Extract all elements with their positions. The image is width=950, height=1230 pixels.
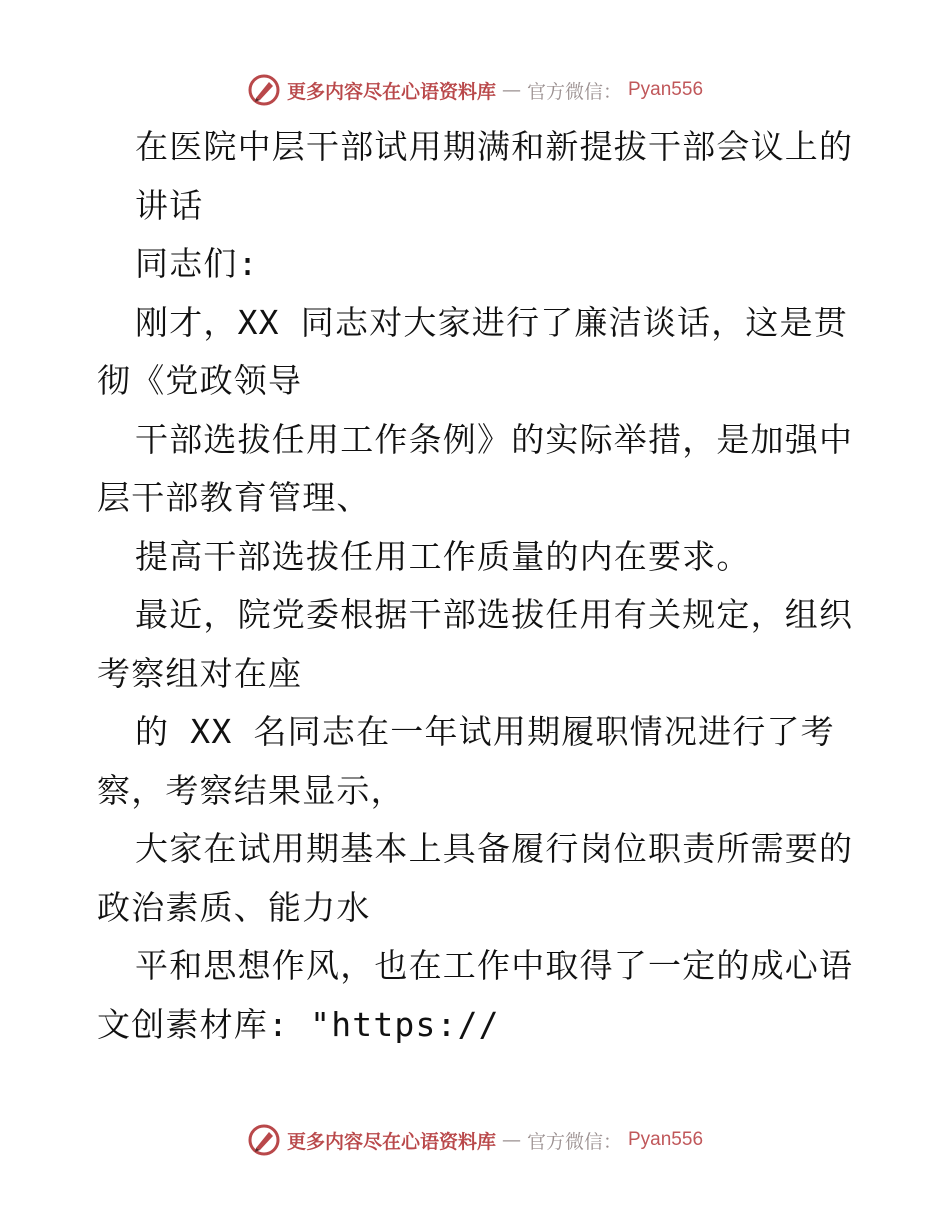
doc-line: 干部选拔任用工作条例》的实际举措，是加强中: [135, 419, 854, 459]
footer-banner-gray-text: 官方微信：: [526, 1130, 622, 1153]
doc-line: 彻《党政领导: [97, 361, 303, 400]
doc-line-salutation: 同志们:: [135, 244, 259, 283]
doc-line: 文创素材库: "https://: [97, 1004, 500, 1044]
doc-line: 考察组对在座: [97, 653, 303, 693]
doc-line: 最近，院党委根据干部选拔任用有关规定，组织: [135, 595, 854, 634]
footer-banner: [0, 1120, 950, 1160]
doc-line: 大家在试用期基本上具备履行岗位职责所需要的: [135, 829, 854, 868]
footer-banner-wechat-id: Pyan556: [628, 1129, 704, 1150]
doc-line-title-2: 讲话: [135, 185, 204, 225]
header-banner-red-text: 更多内容尽在心语资料库: [286, 80, 496, 103]
doc-line: 刚才，XX 同志对大家进行了廉洁谈话，这是贯: [135, 302, 849, 342]
footer-banner-inner: [247, 1123, 703, 1157]
header-banner-wechat-id: Pyan556: [628, 79, 704, 100]
doc-line: 提高干部选拔任用工作质量的内在要求。: [135, 536, 751, 576]
doc-line: 层干部教育管理、: [97, 478, 371, 517]
doc-line: 政治素质、能力水: [97, 887, 371, 927]
pen-logo-icon: [247, 73, 281, 107]
header-banner-dash: —: [501, 79, 521, 101]
header-banner-inner: [247, 73, 703, 107]
header-banner-gray-text: 官方微信：: [526, 80, 622, 103]
doc-line-title-1: 在医院中层干部试用期满和新提拔干部会议上的: [135, 127, 854, 166]
document-body: [97, 118, 857, 1054]
footer-banner-red-text: 更多内容尽在心语资料库: [286, 1130, 496, 1153]
doc-line: 平和思想作风，也在工作中取得了一定的成心语: [135, 946, 854, 985]
header-banner: [0, 70, 950, 110]
pen-logo-icon: [247, 1123, 281, 1157]
doc-line: 察，考察结果显示，: [97, 770, 405, 810]
footer-banner-dash: —: [501, 1129, 521, 1151]
doc-line: 的 XX 名同志在一年试用期履职情况进行了考: [135, 712, 835, 751]
